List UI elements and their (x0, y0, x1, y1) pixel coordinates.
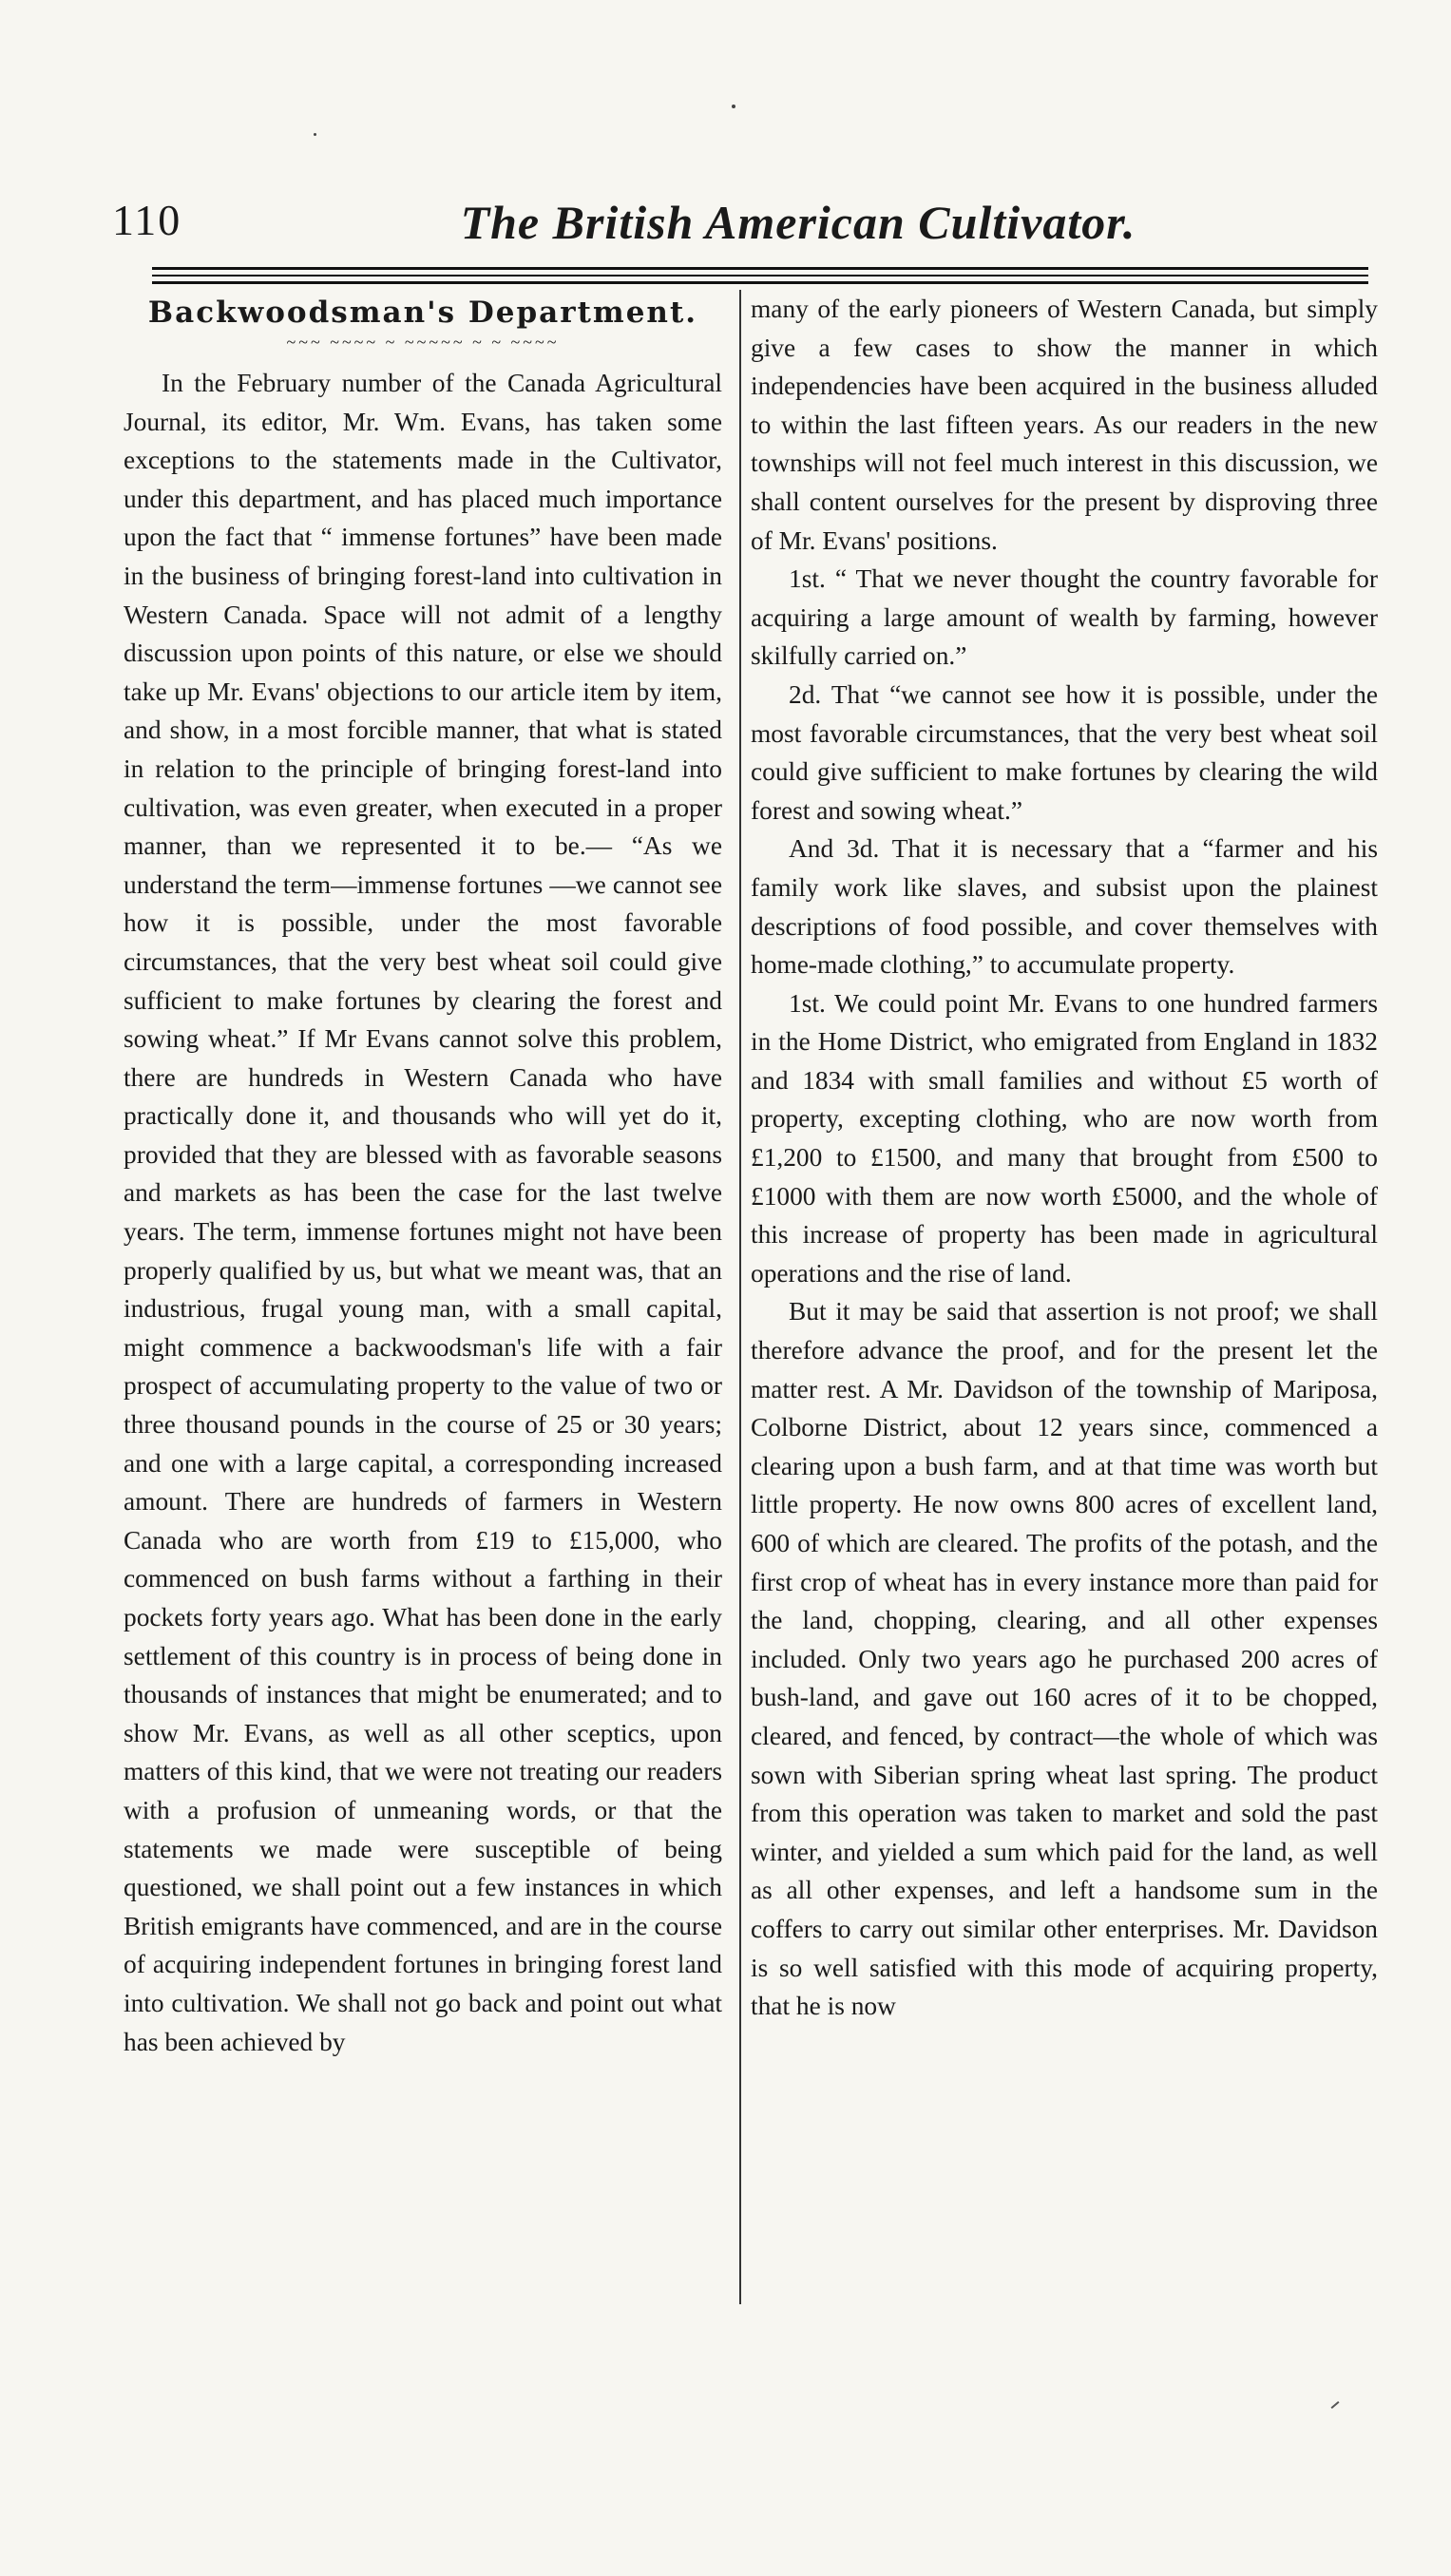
header-rule-bottom (152, 281, 1368, 284)
paper-speck (732, 105, 735, 108)
right-paragraph: But it may be said that assertion is not proof; we shall therefore advance the proof, and for the present let the matter rest. A Mr. Davidson of the township of Mariposa, Colborne District, about 12 years since, commenced a clearing upon a bush farm, and at that time was worth but little property. He now owns 800 acres of excellent land, 600 of which are cleared. The profits of the potash, and the first crop of wheat has in every instance more than paid for the land, chopping, clearing, and all other expenses included. Only two years ago he purchased 200 acres of bush-land, and gave out 160 acres of it to be chopped, cleared, and fenced, by contract—the whole of which was sown with Siberian spring wheat last spring. The product from this operation was taken to market and sold the past winter, and yielded a sum which paid for the land, as well as all other expenses, and left a handsome sum in the coffers to carry out similar other enterprises. Mr. Davidson is so well satisfied with this mode of acquiring property, that he is now (751, 1297, 1378, 2021)
right-paragraph: 1st. We could point Mr. Evans to one hundred farmers in the Home District, who emigrated from England in 1832 and 1834 with small families and without £5 worth of property, excepting clothing, who are now worth from £1,200 to £1500, and many that brought from £500 to £1000 with them are now worth £5000, and the whole of this increase of property has been made in agricultural operations and the rise of land. (751, 988, 1378, 1288)
right-column (751, 290, 1378, 2323)
stray-mark (1331, 2401, 1340, 2409)
heading-ornament: ~~~ ~~~~ ~ ~~~~~ ~ ~ ~~~~ (286, 333, 560, 352)
page-number: 110 (112, 196, 182, 244)
left-column (124, 290, 722, 2323)
right-paragraph: And 3d. That it is necessary that a “farmer and his family work like slaves, and subsist upon the plainest descriptions of food possible, and cover themselves with home-made clothing,” to accumulate property. (751, 834, 1378, 980)
header-rule-top (152, 267, 1368, 270)
paper-speck (314, 133, 316, 136)
department-heading: Backwoodsman's Department. (147, 296, 698, 330)
right-paragraph: 2d. That “we cannot see how it is possible, under the most favorable circumstances, that the very best wheat soil could give sufficient to make fortunes by clearing the wild forest and sowing wheat.” (751, 679, 1378, 825)
column-divider (739, 290, 741, 2304)
left-paragraph: In the February number of the Canada Agricultural Journal, its editor, Mr. Wm. Evans, has taken some exceptions to the statements made in the Cultivator, under this department, and has placed much importance upon the fact that “ immense fortunes” have been made in the business of bringing forest-land into cultivation in Western Canada. Space will not admit of a lengthy discussion upon points of this nature, or else we should take up Mr. Evans' objections to our article item by item, and show, in a most forcible manner, that what is stated in relation to the principle of bringing forest-land into cultivation, was even greater, when executed in a proper manner, than we represented it to be.— “As we understand the term—immense fortunes —we cannot see how it is possible, under the most favorable circumstances, that the very best wheat soil could give sufficient to make fortunes by clearing the forest and sowing wheat.” If Mr Evans cannot solve this problem, there are hundreds in Western Canada who have practically done it, and thousands who will yet do it, provided that they are blessed with as favorable seasons and markets as has been the case for the last twelve years. The term, immense fortunes might not have been properly qualified by us, but what we meant was, that an industrious, frugal young man, with a small capital, might commence a backwoodsman's life with a fair prospect of accumulating property to the value of two or three thousand pounds in the course of 25 or 30 years; and one with a large capital, a corresponding increased amount. There are hundreds of farmers in Western Canada who are worth from £19 to £15,000, who commenced on bush farms without a farthing in their pockets forty years ago. What has been done in the early settlement of this country is in process of being done in thousands of instances that might be enumerated; and to show Mr. Evans, as well as all other sceptics, upon matters of this kind, that we were not treating our readers with a profusion of unmeaning words, or that the statements we made were susceptible of being questioned, we shall point out a few instances in which British emigrants have commenced, and are in the course of acquiring independent fortunes in bringing forest land into cultivation. We shall not go back and point out what has been achieved by (124, 369, 722, 2056)
right-paragraph: many of the early pioneers of Western Canada, but simply give a few cases to show the manner in which independencies have been acquired in the business alluded to within the last fifteen years. As our readers in the new townships will not feel much interest in this discussion, we shall content ourselves for the present by disproving three of Mr. Evans' positions. (751, 295, 1378, 555)
header-rule-middle (152, 275, 1368, 277)
running-title: The British American Cultivator. (460, 196, 1136, 249)
right-paragraph: 1st. “ That we never thought the country favorable for acquiring a large amount of wealth by farming, however skilfully carried on.” (751, 564, 1378, 671)
